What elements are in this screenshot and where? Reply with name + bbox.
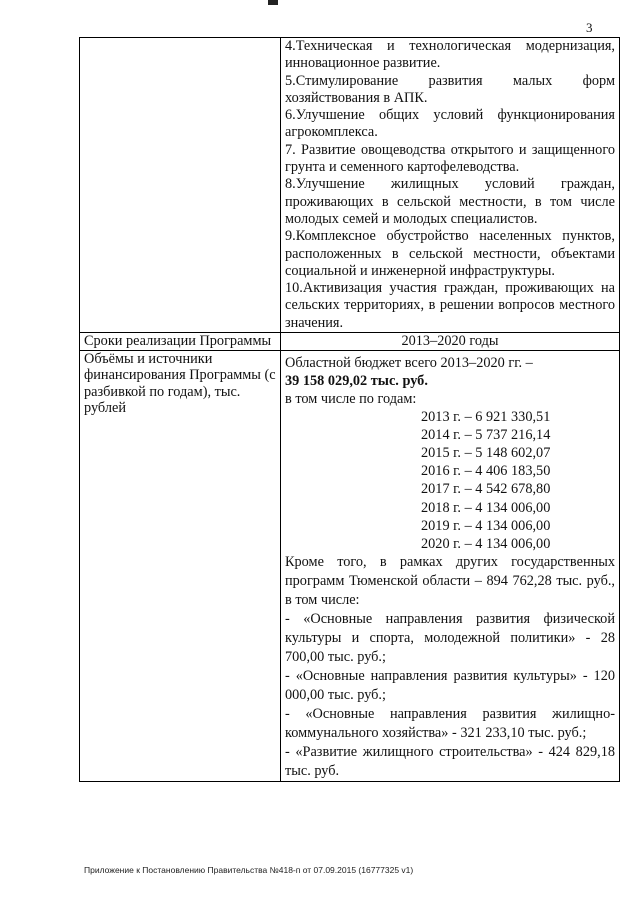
terms-value: 2013–2020 годы bbox=[281, 333, 620, 351]
goal-item: 5.Стимулирование развития малых форм хозяйствования в АПК. bbox=[285, 72, 615, 106]
funding-year: 2019 г. – 4 134 006,00 bbox=[421, 517, 551, 534]
terms-label: Сроки реализации Программы bbox=[80, 333, 281, 351]
goal-item: 7. Развитие овощеводства открытого и защищенного грунта и семенного картофелеводства. bbox=[285, 141, 615, 176]
funding-year: 2017 г. – 4 542 678,80 bbox=[421, 481, 551, 498]
goals-label-cell bbox=[80, 38, 281, 333]
page-number: 3 bbox=[586, 20, 593, 35]
funding-year: 2016 г. – 4 406 183,50 bbox=[421, 463, 551, 480]
passport-table bbox=[79, 37, 620, 782]
funding-intro: Областной бюджет всего 2013–2020 гг. – bbox=[285, 355, 533, 372]
funding-program: - «Основные направления развития жилищно-коммунального хозяйства» - 321 233,10 тыс. руб.; bbox=[285, 705, 615, 741]
funding-years-list bbox=[285, 408, 615, 553]
goal-item: 4.Техническая и технологическая модернизация, инновационное развитие. bbox=[285, 38, 615, 72]
funding-year: 2013 г. – 6 921 330,51 bbox=[421, 409, 551, 426]
goal-item: 9.Комплексное обустройство населенных пунктов, расположенных в сельской местности, объектами социальной и инженерной инфраструктуры. bbox=[285, 228, 615, 279]
goals-row bbox=[80, 38, 620, 333]
funding-total: 39 158 029,02 тыс. руб. bbox=[285, 373, 428, 390]
funding-by-years-label: в том числе по годам: bbox=[285, 391, 417, 408]
funding-program: - «Основные направления развития физической культуры и спорта, молодежной политики» - 28 700,00 тыс. руб.; bbox=[285, 610, 615, 665]
funding-other-programs: Кроме того, в рамках других государственных программ Тюменской области – 894 762,28 тыс. руб., в том числе: bbox=[285, 553, 615, 608]
funding-label: Объёмы и источники финансирования Программы (с разбивкой по годам), тыс. рублей bbox=[80, 351, 281, 782]
goal-item: 6.Улучшение общих условий функционирования агрокомплекса. bbox=[285, 107, 615, 141]
document-footer: Приложение к Постановлению Правительства №418-п от 07.09.2015 (16777325 v1) bbox=[84, 865, 414, 875]
funding-year: 2020 г. – 4 134 006,00 bbox=[421, 535, 551, 552]
goal-item: 8.Улучшение жилищных условий граждан, проживающих в сельской местности, в том числе молодых семей и молодых специалистов. bbox=[285, 176, 615, 227]
goal-item: 10.Активизация участия граждан, проживающих на сельских территориях, в решении вопросов местного значения. bbox=[285, 280, 615, 331]
scan-mark bbox=[268, 0, 278, 5]
funding-cell bbox=[281, 351, 620, 782]
goals-cell bbox=[281, 38, 620, 333]
funding-row bbox=[80, 351, 620, 782]
terms-row bbox=[80, 333, 620, 351]
funding-year: 2015 г. – 5 148 602,07 bbox=[421, 445, 551, 462]
funding-year: 2018 г. – 4 134 006,00 bbox=[421, 499, 551, 516]
funding-program: - «Основные направления развития культуры» - 120 000,00 тыс. руб.; bbox=[285, 667, 615, 703]
funding-year: 2014 г. – 5 737 216,14 bbox=[421, 427, 551, 444]
funding-program: - «Развитие жилищного строительства» - 424 829,18 тыс. руб. bbox=[285, 743, 615, 779]
